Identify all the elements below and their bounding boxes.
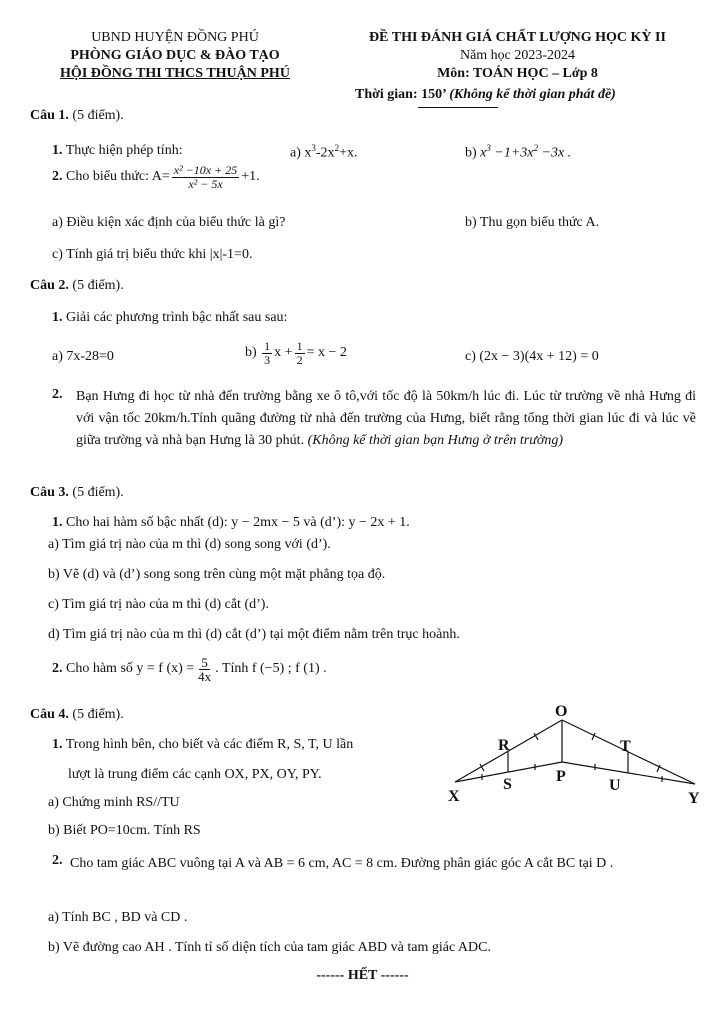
- q4-b2: b) Vẽ đường cao AH . Tính tỉ số diện tích của tam giác ABD và tam giác ADC.: [48, 940, 491, 955]
- q3-p2-label: 2.: [52, 661, 63, 677]
- q2-b-frac2: [295, 340, 305, 367]
- q2-b: [245, 340, 347, 367]
- subject-line: Môn: TOÁN HỌC – Lớp 8: [437, 66, 598, 81]
- q4-a2: a) Tính BC , BD và CD .: [48, 910, 188, 925]
- q3-p1-text: Cho hai hàm số bậc nhất (d): y − 2mx − 5 và (d’): y − 2x + 1.: [66, 515, 410, 530]
- exam-title: ĐỀ THI ĐÁNH GIÁ CHẤT LƯỢNG HỌC KỲ II: [369, 30, 666, 45]
- q1-p1-text: Thực hiện phép tính:: [65, 143, 183, 158]
- q3-p2-end: . Tính f (−5) ; f (1) .: [215, 661, 327, 677]
- q2-b-frac2-den: 2: [296, 353, 303, 367]
- q1-p1-a-2: -2x: [315, 145, 335, 161]
- q4-part1-line1: [52, 737, 353, 754]
- q1-a: a) Điều kiện xác định của biểu thức là gì?: [52, 215, 286, 230]
- label-t: T: [620, 738, 631, 755]
- q3-b: b) Vẽ (d) và (d’) song song trên cùng một mặt phẳng tọa độ.: [48, 567, 386, 582]
- header-council: [30, 66, 320, 83]
- school-year: Năm học 2023-2024: [459, 48, 576, 63]
- time-note: (Không kể thời gian phát đề): [449, 87, 616, 102]
- q1-p1-a-3: +x.: [339, 145, 358, 161]
- q3-c: c) Tìm giá trị nào của m thì (d) cắt (d’).: [48, 597, 269, 612]
- q4-heading: [30, 707, 124, 724]
- q1-p1-a-sup1: 3: [311, 143, 316, 153]
- q1-heading: [30, 108, 124, 125]
- time-line: [355, 87, 616, 104]
- q3-p1-label: 1.: [52, 515, 63, 530]
- q3-points: (5 điểm).: [72, 485, 124, 500]
- q1-p1-b: [465, 143, 571, 162]
- q3-title: Câu 3.: [30, 485, 69, 500]
- q2-c: c) (2x − 3)(4x + 12) = 0: [465, 349, 599, 364]
- q1-p2-text: Cho biểu thức: A=: [66, 169, 170, 185]
- q1-p2-fraction: [172, 164, 239, 191]
- q1-b: b) Thu gọn biểu thức A.: [465, 215, 600, 230]
- q1-p1-b-2: −1+3x: [490, 145, 534, 161]
- header-department: PHÒNG GIÁO DỤC & ĐÀO TẠO: [70, 48, 280, 63]
- q4-p1-label: 1.: [52, 737, 63, 752]
- q1-p1-a: [290, 143, 357, 162]
- q1-p1-b-1: x: [480, 145, 487, 161]
- q1-part1: [52, 143, 183, 160]
- q3-p2-fraction: [196, 656, 213, 683]
- q2-b-mid: x +: [274, 345, 293, 361]
- q2-a: a) 7x-28=0: [52, 349, 114, 364]
- geometry-figure: [440, 700, 710, 810]
- q3-p2-num: 5: [201, 655, 208, 670]
- q1-p1-b-3: −3x .: [538, 145, 572, 161]
- q4-p1-line2: lượt là trung điểm các cạnh OX, PX, OY, PY.: [68, 767, 322, 782]
- q1-p1-b-sup2: 2: [533, 143, 538, 153]
- q4-p2-label: 2.: [52, 853, 63, 868]
- q2-b-frac1-den: 3: [264, 353, 271, 367]
- label-u: U: [609, 777, 621, 794]
- q2-p2-paragraph: [76, 386, 696, 452]
- q3-part2: [52, 656, 327, 683]
- header-district: UBND HUYỆN ĐỒNG PHÚ: [91, 30, 259, 45]
- q2-p2-label: 2.: [52, 387, 63, 402]
- q2-b-frac1-num: 1: [264, 339, 271, 353]
- label-o: O: [555, 703, 568, 720]
- q4-a: a) Chứng minh RS//TU: [48, 795, 180, 810]
- q3-a: a) Tìm giá trị nào của m thì (d) song song với (d’).: [48, 537, 331, 552]
- header-council-text: HỘI ĐỒNG THI THCS THUẬN PHÚ: [60, 66, 290, 81]
- q1-p2-num: x² −10x + 25: [173, 163, 238, 177]
- time-label: Thời gian: 150’: [355, 87, 446, 102]
- q2-points: (5 điểm).: [72, 278, 124, 293]
- q1-p1-a-1: a) x: [290, 145, 312, 161]
- q2-p1-text: Giải các phương trình bậc nhất sau sau:: [66, 310, 288, 325]
- q1-p2-label: 2.: [52, 169, 63, 185]
- q2-heading: [30, 278, 124, 295]
- q4-b: b) Biết PO=10cm. Tính RS: [48, 823, 201, 838]
- q2-title: Câu 2.: [30, 278, 69, 293]
- q2-b-frac2-num: 1: [296, 339, 303, 353]
- end-marker: ------ HẾT ------: [316, 968, 409, 983]
- q1-points: (5 điểm).: [72, 108, 124, 123]
- q1-p2-end: +1.: [241, 169, 260, 185]
- q1-p1-a-sup2: 2: [334, 143, 340, 153]
- label-x: X: [448, 788, 460, 805]
- q2-part1: [52, 310, 287, 327]
- q2-p1-label: 1.: [52, 310, 63, 325]
- q3-d: d) Tìm giá trị nào của m thì (d) cắt (d’) tại một điểm nằm trên trục hoành.: [48, 627, 460, 642]
- q1-p2-den: x² − 5x: [188, 177, 223, 191]
- q1-p1-label: 1.: [52, 143, 63, 158]
- q3-part1: [52, 515, 410, 532]
- q4-title: Câu 4.: [30, 707, 69, 722]
- q4-points: (5 điểm).: [72, 707, 124, 722]
- header-underline: [418, 107, 498, 108]
- q2-p2-note: (Không kể thời gian bạn Hưng ở trên trường): [307, 433, 564, 448]
- q2-b-frac1: [262, 340, 272, 367]
- q1-part2: [52, 164, 260, 191]
- q1-p1-b-label: b): [465, 145, 477, 161]
- q2-p2-text: Bạn Hưng đi học từ nhà đến trường bằng xe ô tô,với tốc độ là 50km/h lúc đi. Lúc từ trường về nhà Hưng đi với vận tốc 20km/h.Tính quãng đường từ nhà đến trường của Hưng, biết rằng tổng thời gian lúc đi và lúc về giữa trường và nhà bạn Hưng là 30 phút.: [76, 389, 696, 448]
- q1-title: Câu 1.: [30, 108, 69, 123]
- q3-p2-den: 4x: [198, 669, 212, 684]
- q1-p1-b-sup1: 3: [486, 143, 491, 153]
- q4-p1-line1-text: Trong hình bên, cho biết và các điểm R, S, T, U lần: [65, 737, 354, 752]
- q2-b-end: = x − 2: [306, 345, 347, 361]
- label-r: R: [498, 737, 510, 754]
- q2-b-label: b): [245, 345, 257, 361]
- q4-p2-text: Cho tam giác ABC vuông tại A và AB = 6 cm, AC = 8 cm. Đường phân giác góc A cắt BC tại D .: [70, 856, 614, 871]
- q3-heading: [30, 485, 124, 502]
- q3-p2-text: Cho hàm số y = f (x) =: [66, 661, 195, 677]
- q1-c: c) Tính giá trị biểu thức khi |x|-1=0.: [52, 247, 253, 262]
- label-p: P: [556, 768, 566, 785]
- label-s: S: [503, 776, 512, 793]
- label-y: Y: [688, 790, 700, 807]
